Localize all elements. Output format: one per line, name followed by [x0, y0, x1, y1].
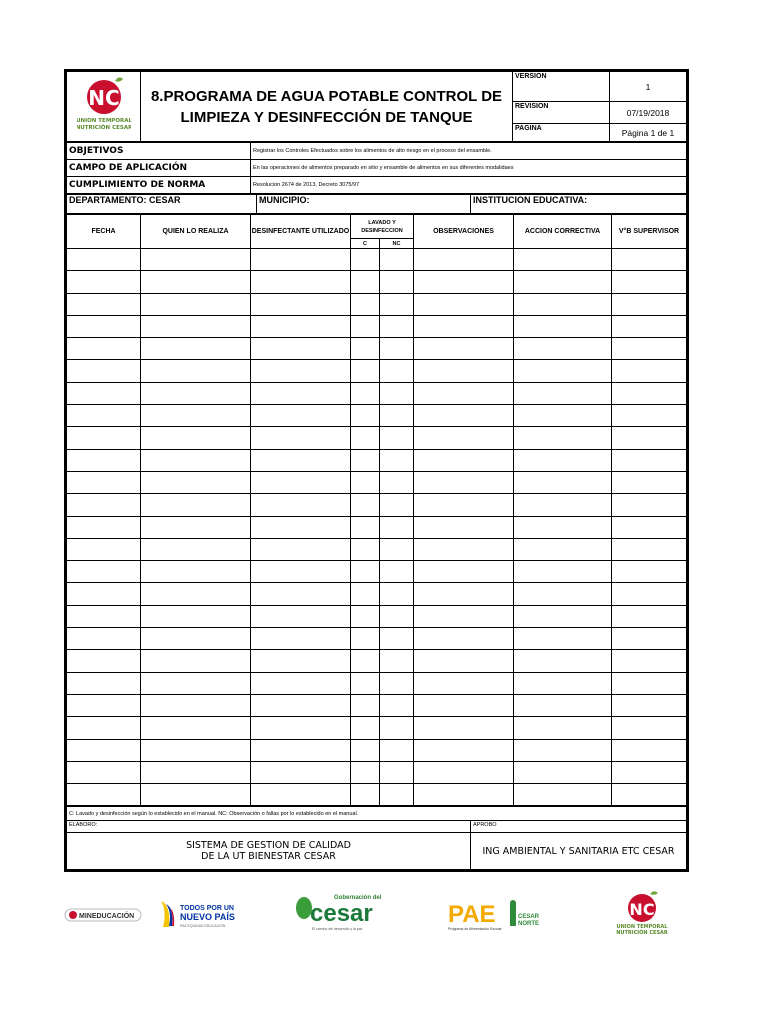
cell-c[interactable]	[351, 449, 380, 471]
table-row	[67, 784, 687, 806]
nuevo-pais-logo	[158, 898, 238, 935]
cell-accion[interactable]	[514, 561, 612, 583]
cell-supervisor[interactable]	[612, 249, 687, 271]
cell-quien[interactable]	[141, 583, 251, 605]
cell-desinfectante[interactable]	[251, 628, 351, 650]
cell-accion[interactable]	[514, 293, 612, 315]
svg-text:Gobernación del: Gobernación del	[334, 895, 382, 901]
cell-observaciones[interactable]	[414, 249, 514, 271]
svg-text:CESAR: CESAR	[518, 914, 540, 920]
cell-c[interactable]	[351, 561, 380, 583]
cell-accion[interactable]	[514, 382, 612, 404]
cell-fecha[interactable]	[67, 650, 141, 672]
col-supervisor: V°B SUPERVISOR	[612, 215, 687, 249]
cell-quien[interactable]	[141, 561, 251, 583]
table-row	[67, 315, 687, 337]
cell-desinfectante[interactable]	[251, 739, 351, 761]
cell-accion[interactable]	[514, 338, 612, 360]
table-row	[67, 516, 687, 538]
col-observaciones: OBSERVACIONES	[414, 215, 514, 249]
cell-supervisor[interactable]	[612, 427, 687, 449]
version-value: 1	[610, 72, 687, 102]
cell-observaciones[interactable]	[414, 784, 514, 806]
cell-supervisor[interactable]	[612, 605, 687, 627]
cell-quien[interactable]	[141, 739, 251, 761]
quality-system-line-2: DE LA UT BIENESTAR CESAR	[201, 851, 336, 863]
col-c: C	[351, 239, 380, 249]
cell-c[interactable]	[351, 672, 380, 694]
campo-label: CAMPO DE APLICACIÓN	[67, 160, 251, 177]
cell-quien[interactable]	[141, 628, 251, 650]
cell-fecha[interactable]	[67, 315, 141, 337]
revision-label: REVISION	[513, 102, 610, 124]
cell-nc[interactable]	[380, 784, 414, 806]
table-row	[67, 271, 687, 293]
nc-logo-icon	[77, 75, 131, 133]
info-table	[66, 142, 687, 194]
cell-nc[interactable]	[380, 739, 414, 761]
footer-note: C: Lavado y desinfección según lo establecido en el manual. NC: Observación o fallas por lo establecido en el manual.	[67, 807, 687, 821]
cell-nc[interactable]	[380, 628, 414, 650]
cell-observaciones[interactable]	[414, 739, 514, 761]
cell-nc[interactable]	[380, 338, 414, 360]
partner-logos	[60, 890, 700, 950]
cell-fecha[interactable]	[67, 471, 141, 493]
objetivos-text: Registrar los Controles Efectuados sobre los alimentos de alto riesgo en el proceso del ensamble.	[251, 143, 687, 160]
cell-observaciones[interactable]	[414, 538, 514, 560]
cell-c[interactable]	[351, 360, 380, 382]
cell-fecha[interactable]	[67, 382, 141, 404]
table-row	[67, 583, 687, 605]
cell-observaciones[interactable]	[414, 605, 514, 627]
cell-c[interactable]	[351, 249, 380, 271]
cell-observaciones[interactable]	[414, 583, 514, 605]
cell-nc[interactable]	[380, 382, 414, 404]
cell-c[interactable]	[351, 471, 380, 493]
location-table	[66, 194, 687, 214]
cell-observaciones[interactable]	[414, 694, 514, 716]
cell-fecha[interactable]	[67, 761, 141, 783]
cell-quien[interactable]	[141, 650, 251, 672]
institucion-field[interactable]: INSTITUCION EDUCATIVA:	[471, 195, 687, 214]
cell-nc[interactable]	[380, 405, 414, 427]
title-line-2: LIMPIEZA Y DESINFECCIÓN DE TANQUE	[180, 108, 473, 126]
cell-observaciones[interactable]	[414, 761, 514, 783]
cell-fecha[interactable]	[67, 561, 141, 583]
cell-quien[interactable]	[141, 382, 251, 404]
cell-c[interactable]	[351, 516, 380, 538]
cell-nc[interactable]	[380, 516, 414, 538]
cell-supervisor[interactable]	[612, 494, 687, 516]
cell-quien[interactable]	[141, 293, 251, 315]
cell-supervisor[interactable]	[612, 471, 687, 493]
cell-desinfectante[interactable]	[251, 449, 351, 471]
svg-text:cesar: cesar	[310, 900, 373, 927]
cell-desinfectante[interactable]	[251, 271, 351, 293]
cell-c[interactable]	[351, 605, 380, 627]
cell-accion[interactable]	[514, 471, 612, 493]
cell-fecha[interactable]	[67, 583, 141, 605]
cell-quien[interactable]	[141, 449, 251, 471]
col-fecha: FECHA	[67, 215, 141, 249]
municipio-field[interactable]: MUNICIPIO:	[257, 195, 471, 214]
svg-text:TODOS POR UN: TODOS POR UN	[180, 905, 234, 912]
cell-fecha[interactable]	[67, 605, 141, 627]
footer-table	[66, 806, 687, 870]
objetivos-label: OBJETIVOS	[67, 143, 251, 160]
cell-supervisor[interactable]	[612, 694, 687, 716]
cell-c[interactable]	[351, 717, 380, 739]
cell-fecha[interactable]	[67, 427, 141, 449]
cell-quien[interactable]	[141, 271, 251, 293]
elaboro-label: ELABORO:	[67, 821, 471, 833]
cell-supervisor[interactable]	[612, 360, 687, 382]
cell-desinfectante[interactable]	[251, 672, 351, 694]
cell-supervisor[interactable]	[612, 583, 687, 605]
pae-logo	[446, 898, 546, 939]
cell-accion[interactable]	[514, 538, 612, 560]
table-row	[67, 650, 687, 672]
svg-text:NC: NC	[629, 900, 655, 919]
cell-nc[interactable]	[380, 271, 414, 293]
cell-desinfectante[interactable]	[251, 471, 351, 493]
cell-c[interactable]	[351, 694, 380, 716]
cell-nc[interactable]	[380, 315, 414, 337]
svg-text:NUTRICIÓN CESAR: NUTRICIÓN CESAR	[616, 930, 668, 936]
cell-nc[interactable]	[380, 471, 414, 493]
cell-observaciones[interactable]	[414, 315, 514, 337]
cell-c[interactable]	[351, 761, 380, 783]
cell-supervisor[interactable]	[612, 628, 687, 650]
cell-c[interactable]	[351, 494, 380, 516]
cell-observaciones[interactable]	[414, 293, 514, 315]
quality-system-line-1: SISTEMA DE GESTION DE CALIDAD	[186, 840, 351, 852]
cell-desinfectante[interactable]	[251, 761, 351, 783]
cell-supervisor[interactable]	[612, 271, 687, 293]
cell-accion[interactable]	[514, 761, 612, 783]
cell-nc[interactable]	[380, 538, 414, 560]
cell-nc[interactable]	[380, 761, 414, 783]
cell-accion[interactable]	[514, 271, 612, 293]
gobernacion-cesar-logo	[294, 890, 384, 939]
cell-desinfectante[interactable]	[251, 382, 351, 404]
version-label: VERSION	[513, 72, 610, 102]
table-row	[67, 494, 687, 516]
cell-nc[interactable]	[380, 672, 414, 694]
cell-observaciones[interactable]	[414, 382, 514, 404]
cell-desinfectante[interactable]	[251, 650, 351, 672]
table-row	[67, 360, 687, 382]
cell-accion[interactable]	[514, 672, 612, 694]
cell-supervisor[interactable]	[612, 338, 687, 360]
cell-observaciones[interactable]	[414, 628, 514, 650]
cell-observaciones[interactable]	[414, 338, 514, 360]
cell-supervisor[interactable]	[612, 516, 687, 538]
cell-fecha[interactable]	[67, 784, 141, 806]
cell-supervisor[interactable]	[612, 538, 687, 560]
cell-c[interactable]	[351, 427, 380, 449]
cell-fecha[interactable]	[67, 672, 141, 694]
cell-desinfectante[interactable]	[251, 249, 351, 271]
svg-text:El camino del desarrollo y la: El camino del desarrollo y la paz	[312, 927, 363, 931]
cell-supervisor[interactable]	[612, 293, 687, 315]
cell-c[interactable]	[351, 784, 380, 806]
svg-text:Programa de Alimentación Escol: Programa de Alimentación Escolar	[448, 927, 502, 931]
cell-nc[interactable]	[380, 583, 414, 605]
cell-desinfectante[interactable]	[251, 561, 351, 583]
table-row	[67, 761, 687, 783]
cell-observaciones[interactable]	[414, 650, 514, 672]
nc-footer-logo	[614, 890, 670, 941]
cell-fecha[interactable]	[67, 694, 141, 716]
table-row	[67, 471, 687, 493]
table-row	[67, 338, 687, 360]
cell-supervisor[interactable]	[612, 405, 687, 427]
cell-fecha[interactable]	[67, 249, 141, 271]
cell-accion[interactable]	[514, 360, 612, 382]
col-desinfectante: DESINFECTANTE UTILIZADO	[251, 215, 351, 249]
cell-quien[interactable]	[141, 694, 251, 716]
svg-text:NC: NC	[87, 86, 120, 110]
table-row	[67, 293, 687, 315]
cell-quien[interactable]	[141, 538, 251, 560]
cell-desinfectante[interactable]	[251, 605, 351, 627]
cell-observaciones[interactable]	[414, 471, 514, 493]
cell-desinfectante[interactable]	[251, 494, 351, 516]
cell-nc[interactable]	[380, 717, 414, 739]
cell-supervisor[interactable]	[612, 717, 687, 739]
elaboro-signature-box[interactable]	[67, 833, 471, 870]
cell-nc[interactable]	[380, 561, 414, 583]
cell-c[interactable]	[351, 650, 380, 672]
cell-observaciones[interactable]	[414, 516, 514, 538]
cell-desinfectante[interactable]	[251, 360, 351, 382]
table-row	[67, 249, 687, 271]
cell-accion[interactable]	[514, 405, 612, 427]
cell-c[interactable]	[351, 405, 380, 427]
header-table	[66, 71, 687, 142]
cell-supervisor[interactable]	[612, 739, 687, 761]
table-row	[67, 561, 687, 583]
cell-quien[interactable]	[141, 784, 251, 806]
table-row	[67, 628, 687, 650]
cell-quien[interactable]	[141, 315, 251, 337]
cell-supervisor[interactable]	[612, 561, 687, 583]
cell-supervisor[interactable]	[612, 761, 687, 783]
cell-quien[interactable]	[141, 761, 251, 783]
cell-quien[interactable]	[141, 405, 251, 427]
cell-c[interactable]	[351, 382, 380, 404]
cell-desinfectante[interactable]	[251, 427, 351, 449]
svg-text:UNION TEMPORAL: UNION TEMPORAL	[76, 118, 131, 124]
cell-nc[interactable]	[380, 605, 414, 627]
revision-value: 07/19/2018	[610, 102, 687, 124]
cell-desinfectante[interactable]	[251, 538, 351, 560]
cell-observaciones[interactable]	[414, 561, 514, 583]
cell-fecha[interactable]	[67, 338, 141, 360]
cell-accion[interactable]	[514, 628, 612, 650]
cell-supervisor[interactable]	[612, 672, 687, 694]
cell-nc[interactable]	[380, 249, 414, 271]
table-row	[67, 605, 687, 627]
page-value: Página 1 de 1	[610, 124, 687, 142]
cell-accion[interactable]	[514, 650, 612, 672]
svg-text:NUTRICIÓN CESAR: NUTRICIÓN CESAR	[76, 125, 131, 131]
cell-fecha[interactable]	[67, 293, 141, 315]
cell-fecha[interactable]	[67, 717, 141, 739]
cell-nc[interactable]	[380, 694, 414, 716]
table-row	[67, 405, 687, 427]
cell-accion[interactable]	[514, 739, 612, 761]
table-row	[67, 538, 687, 560]
cell-nc[interactable]	[380, 360, 414, 382]
cell-observaciones[interactable]	[414, 449, 514, 471]
cell-quien[interactable]	[141, 360, 251, 382]
cell-observaciones[interactable]	[414, 360, 514, 382]
col-quien: QUIEN LO REALIZA	[141, 215, 251, 249]
cell-fecha[interactable]	[67, 494, 141, 516]
cell-c[interactable]	[351, 315, 380, 337]
cell-supervisor[interactable]	[612, 784, 687, 806]
cell-accion[interactable]	[514, 605, 612, 627]
cell-quien[interactable]	[141, 249, 251, 271]
table-row	[67, 427, 687, 449]
norma-text: Resolucion 2674 de 2013, Decreto 3075/97	[251, 177, 687, 194]
cell-fecha[interactable]	[67, 739, 141, 761]
cell-desinfectante[interactable]	[251, 784, 351, 806]
cell-c[interactable]	[351, 583, 380, 605]
cell-desinfectante[interactable]	[251, 717, 351, 739]
cell-supervisor[interactable]	[612, 382, 687, 404]
table-row	[67, 717, 687, 739]
cell-observaciones[interactable]	[414, 494, 514, 516]
cell-quien[interactable]	[141, 494, 251, 516]
cell-fecha[interactable]	[67, 628, 141, 650]
cell-fecha[interactable]	[67, 538, 141, 560]
cell-desinfectante[interactable]	[251, 516, 351, 538]
svg-text:MINEDUCACIÓN: MINEDUCACIÓN	[79, 913, 135, 920]
table-row	[67, 382, 687, 404]
cell-observaciones[interactable]	[414, 271, 514, 293]
cell-accion[interactable]	[514, 249, 612, 271]
cell-accion[interactable]	[514, 449, 612, 471]
cell-observaciones[interactable]	[414, 427, 514, 449]
log-table	[66, 214, 687, 806]
cell-quien[interactable]	[141, 427, 251, 449]
table-row	[67, 739, 687, 761]
cell-fecha[interactable]	[67, 271, 141, 293]
cell-c[interactable]	[351, 628, 380, 650]
svg-text:PAE: PAE	[448, 901, 496, 928]
cell-observaciones[interactable]	[414, 672, 514, 694]
aprobo-signature-box[interactable]: ING AMBIENTAL Y SANITARIA ETC CESAR	[471, 833, 687, 870]
company-logo	[67, 72, 141, 142]
cell-quien[interactable]	[141, 516, 251, 538]
cell-accion[interactable]	[514, 494, 612, 516]
title-line-1: 8.PROGRAMA DE AGUA POTABLE CONTROL DE	[150, 87, 503, 105]
cell-accion[interactable]	[514, 516, 612, 538]
cell-quien[interactable]	[141, 717, 251, 739]
cell-c[interactable]	[351, 338, 380, 360]
cell-c[interactable]	[351, 271, 380, 293]
cell-supervisor[interactable]	[612, 449, 687, 471]
cell-accion[interactable]	[514, 784, 612, 806]
cell-nc[interactable]	[380, 293, 414, 315]
cell-nc[interactable]	[380, 494, 414, 516]
table-row	[67, 694, 687, 716]
cell-nc[interactable]	[380, 449, 414, 471]
cell-nc[interactable]	[380, 427, 414, 449]
cell-accion[interactable]	[514, 717, 612, 739]
cell-fecha[interactable]	[67, 516, 141, 538]
col-nc: NC	[380, 239, 414, 249]
cell-c[interactable]	[351, 538, 380, 560]
campo-text: En las operaciones de alimentos preparado en sitio y ensamble de alimentos en sus diferentes modalidaes	[251, 160, 687, 177]
cell-fecha[interactable]	[67, 405, 141, 427]
cell-c[interactable]	[351, 739, 380, 761]
norma-label: CUMPLIMIENTO DE NORMA	[67, 177, 251, 194]
svg-text:UNION TEMPORAL: UNION TEMPORAL	[616, 924, 668, 930]
table-row	[67, 449, 687, 471]
col-lavado: LAVADO Y DESINFECCION	[351, 215, 414, 239]
cell-quien[interactable]	[141, 338, 251, 360]
col-accion: ACCION CORRECTIVA	[514, 215, 612, 249]
cell-quien[interactable]	[141, 605, 251, 627]
cell-supervisor[interactable]	[612, 650, 687, 672]
cell-desinfectante[interactable]	[251, 583, 351, 605]
page-title	[141, 72, 513, 142]
cell-supervisor[interactable]	[612, 315, 687, 337]
cell-observaciones[interactable]	[414, 405, 514, 427]
departamento-field[interactable]: DEPARTAMENTO: CESAR	[67, 195, 257, 214]
cell-fecha[interactable]	[67, 449, 141, 471]
form-sheet	[64, 69, 689, 872]
cell-fecha[interactable]	[67, 360, 141, 382]
cell-accion[interactable]	[514, 583, 612, 605]
cell-desinfectante[interactable]	[251, 315, 351, 337]
cell-desinfectante[interactable]	[251, 338, 351, 360]
cell-accion[interactable]	[514, 427, 612, 449]
cell-desinfectante[interactable]	[251, 405, 351, 427]
cell-observaciones[interactable]	[414, 717, 514, 739]
table-row	[67, 672, 687, 694]
page-label: PAGINA	[513, 124, 610, 142]
mineducacion-logo	[64, 906, 142, 929]
cell-c[interactable]	[351, 293, 380, 315]
cell-quien[interactable]	[141, 471, 251, 493]
svg-text:NORTE: NORTE	[518, 921, 539, 927]
cell-accion[interactable]	[514, 694, 612, 716]
cell-desinfectante[interactable]	[251, 694, 351, 716]
cell-accion[interactable]	[514, 315, 612, 337]
cell-quien[interactable]	[141, 672, 251, 694]
cell-nc[interactable]	[380, 650, 414, 672]
svg-text:NUEVO PAÍS: NUEVO PAÍS	[180, 912, 235, 922]
cell-desinfectante[interactable]	[251, 293, 351, 315]
svg-text:PAZ EQUIDAD EDUCACIÓN: PAZ EQUIDAD EDUCACIÓN	[180, 924, 226, 928]
aprobo-label: APROBO	[471, 821, 687, 833]
